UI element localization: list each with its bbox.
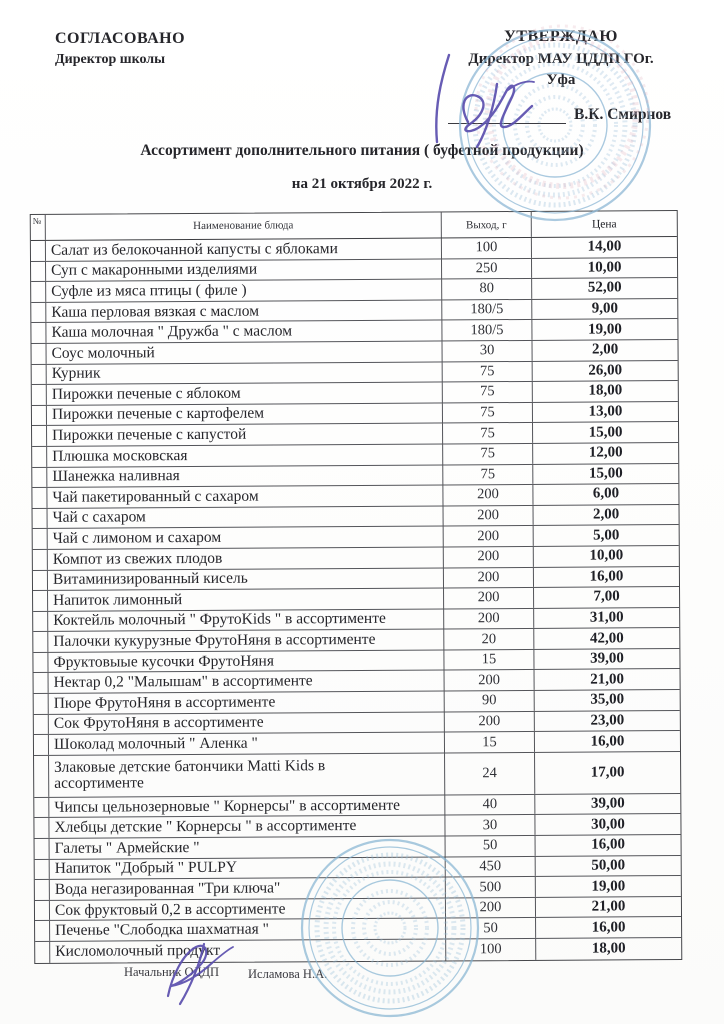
approved-label: УТВЕРЖДАЮ [504,28,618,45]
cell-weight: 80 [442,279,532,299]
header-num: № [31,215,46,240]
cell-dish-name: Кисломолочный продукт [50,939,446,962]
cell-weight: 200 [445,670,535,690]
cell-dish-name: Чипсы цельнозерновые " Корнерсы" в ассортименте [49,795,445,817]
cell-weight: 200 [444,506,534,526]
approved-role-line1: Директор МАУ ЦДДП ГОг. [468,51,654,67]
table-row [35,938,681,963]
cell-dish-name: Соус молочный [47,341,443,363]
cell-weight: 75 [443,361,533,381]
cell-dish-name: Напиток лимонный [48,589,444,611]
cell-num [31,303,46,323]
cell-weight: 30 [445,815,535,835]
cell-weight: 75 [443,423,533,443]
cell-weight: 180/5 [442,320,532,340]
cell-dish-name: Чай пакетированный с сахаром [47,486,443,508]
cell-num [32,488,47,508]
cell-weight: 100 [446,939,536,960]
cell-num [33,591,48,611]
cell-weight: 250 [442,259,532,279]
cell-num [32,406,47,426]
cell-weight: 20 [444,629,534,649]
cell-dish-name: Злаковые детские батончики Matti Kids в ассортименте [49,753,445,796]
cell-price: 15,00 [588,465,623,482]
cell-num [34,798,49,818]
cell-price: 31,00 [589,609,624,626]
cell-price: 21,00 [590,671,624,688]
footer-name: Исламова Н.А. [248,967,328,981]
agreed-block [55,30,185,68]
cell-num [35,880,50,900]
cell-price: 16,00 [590,732,625,750]
cell-dish-name: Галеты " Армейские " [50,836,446,858]
cell-weight: 90 [445,691,535,711]
cell-dish-name: Каша перловая вязкая с маслом [46,300,442,322]
document-date: на 21 октября 2022 г. [291,176,433,192]
cell-num [32,364,47,384]
cell-price: 17,00 [590,764,625,781]
cell-price: 30,00 [591,816,625,833]
approved-signer: В.К. Смирнов [574,106,672,123]
cell-num [32,344,47,364]
cell-dish-name: Хлебцы детские " Корнерсы " в ассортименте [49,816,445,838]
cell-dish-name: Фруктовыые кусочки ФрутоНяня [48,650,444,672]
cell-dish-name: Коктейль молочный " ФрутоKids " в ассортименте [48,609,444,631]
cell-num [35,839,50,859]
cell-weight: 75 [443,403,533,423]
cell-dish-name: Вода негазированная "Три ключа" [50,878,446,900]
cell-num [34,818,49,838]
agreed-role: Директор школы [55,52,166,67]
cell-dish-name: Компот из свежих плодов [48,547,444,569]
signature-line [448,103,566,124]
cell-weight: 200 [444,526,534,546]
cell-num [34,673,49,693]
cell-price: 10,00 [589,547,624,564]
header-price: Цена [591,217,617,231]
cell-dish-name: Шоколад молочный " Аленка " [49,733,445,755]
cell-weight: 450 [446,857,536,877]
cell-price: 16,00 [591,836,626,853]
cell-dish-name: Витаминизированный кисель [48,568,444,590]
cell-price: 21,00 [591,898,626,915]
cell-price: 7,00 [593,588,620,605]
cell-dish-name: Суфле из мяса птицы ( филе ) [46,280,442,302]
cell-weight: 200 [445,712,535,732]
cell-num [34,756,49,797]
cell-weight: 200 [444,567,534,587]
cell-num [35,942,50,963]
approved-block [430,28,692,124]
table-row [34,752,680,798]
cell-num [32,426,47,446]
cell-price: 16,00 [589,568,624,585]
cell-weight: 200 [443,485,533,505]
cell-dish-name: Сок фруктовый 0,2 в ассортименте [50,898,446,920]
cell-num [31,282,46,302]
cell-dish-name: Напиток "Добрый " PULPY [50,857,446,879]
cell-dish-name: Нектар 0,2 "Малышам" в ассортименте [49,671,445,693]
cell-weight: 100 [442,238,532,258]
cell-num [32,467,47,487]
cell-price: 2,00 [591,341,619,358]
cell-num [33,632,48,652]
cell-price: 35,00 [590,691,625,708]
cell-weight: 75 [443,382,533,402]
cell-num [33,570,48,590]
cell-price: 6,00 [592,485,620,502]
cell-price: 18,00 [588,382,623,400]
cell-dish-name: Чай с сахаром [48,506,444,528]
cell-weight: 200 [444,609,534,629]
cell-price: 19,00 [588,321,622,338]
cell-num [35,901,50,921]
footer-role: Начальник ОДДП [124,965,220,979]
agreed-label: СОГЛАСОВАНО [55,30,186,47]
cell-dish-name: Каша молочная " Дружба " с маслом [46,321,442,343]
cell-weight: 30 [443,341,533,361]
cell-weight: 75 [443,464,533,484]
cell-price: 39,00 [590,650,624,667]
cell-num [33,509,48,529]
cell-dish-name: Пирожки печеные с капустой [47,424,443,446]
cell-num [32,447,47,467]
approved-role-line2: Уфа [546,72,576,88]
cell-num [33,529,48,549]
cell-num [31,241,46,261]
cell-weight: 24 [445,753,535,795]
cell-price: 14,00 [587,238,622,255]
cell-weight: 50 [446,918,536,938]
cell-price: 23,00 [590,712,625,729]
cell-num [35,860,50,880]
cell-weight: 15 [444,650,534,670]
header-dish-name: Наименование блюда [46,212,442,239]
cell-price: 16,00 [591,919,626,936]
cell-price: 10,00 [587,259,622,276]
cell-num [34,735,49,755]
cell-price: 5,00 [593,527,620,544]
cell-price: 12,00 [588,444,623,461]
signer-row [430,103,692,124]
cell-weight: 50 [446,836,536,856]
cell-dish-name: Чай с лимоном и сахаром [48,527,444,549]
cell-dish-name: Печенье "Слободка шахматная " [50,919,446,941]
cell-num [33,612,48,632]
table-body [31,237,681,963]
cell-num [35,921,50,941]
cell-weight: 200 [446,898,536,918]
cell-weight: 15 [445,732,535,752]
cell-price: 9,00 [591,300,618,317]
cell-dish-name: Пирожки печеные с яблоком [47,383,443,405]
cell-dish-name: Курник [47,362,443,384]
cell-num [34,715,49,735]
cell-num [34,694,49,714]
document-title: Ассортимент дополнительного питания ( буфетной продукции) [140,142,584,159]
cell-price: 52,00 [587,279,622,297]
cell-dish-name: Пюре ФрутоНяня в ассортименте [49,692,445,714]
cell-price: 18,00 [591,940,626,957]
cell-price: 19,00 [591,877,626,895]
cell-weight: 180/5 [442,300,532,320]
cell-dish-name: Пирожки печеные с картофелем [47,403,443,425]
cell-price: 39,00 [590,795,625,812]
cell-dish-name: Плюшка московская [47,444,443,466]
header-weight: Выход, г [442,212,532,238]
cell-dish-name: Суп с макаронными изделиями [46,259,442,281]
cell-num [32,385,47,405]
cell-dish-name: Палочки кукурузные ФрутоНяня в ассортименте [48,630,444,652]
cell-price: 50,00 [591,857,626,874]
cell-price: 13,00 [588,403,623,420]
cell-dish-name: Сок ФрутоНяня в ассортименте [49,712,445,734]
menu-table [30,210,683,964]
table-header-row [31,211,677,241]
cell-price: 42,00 [589,629,624,647]
cell-price: 2,00 [592,506,620,523]
cell-num [31,261,46,281]
cell-num [33,653,48,673]
cell-weight: 200 [444,588,534,608]
cell-weight: 75 [443,444,533,464]
cell-dish-name: Салат из белокочанной капусты с яблоками [46,238,442,260]
cell-num [33,550,48,570]
cell-weight: 200 [444,547,534,567]
cell-weight: 500 [446,877,536,897]
cell-weight: 40 [445,795,535,815]
cell-price: 15,00 [588,424,623,441]
cell-num [31,323,46,343]
cell-price: 26,00 [588,362,623,379]
cell-dish-name: Шанежка наливная [47,465,443,487]
